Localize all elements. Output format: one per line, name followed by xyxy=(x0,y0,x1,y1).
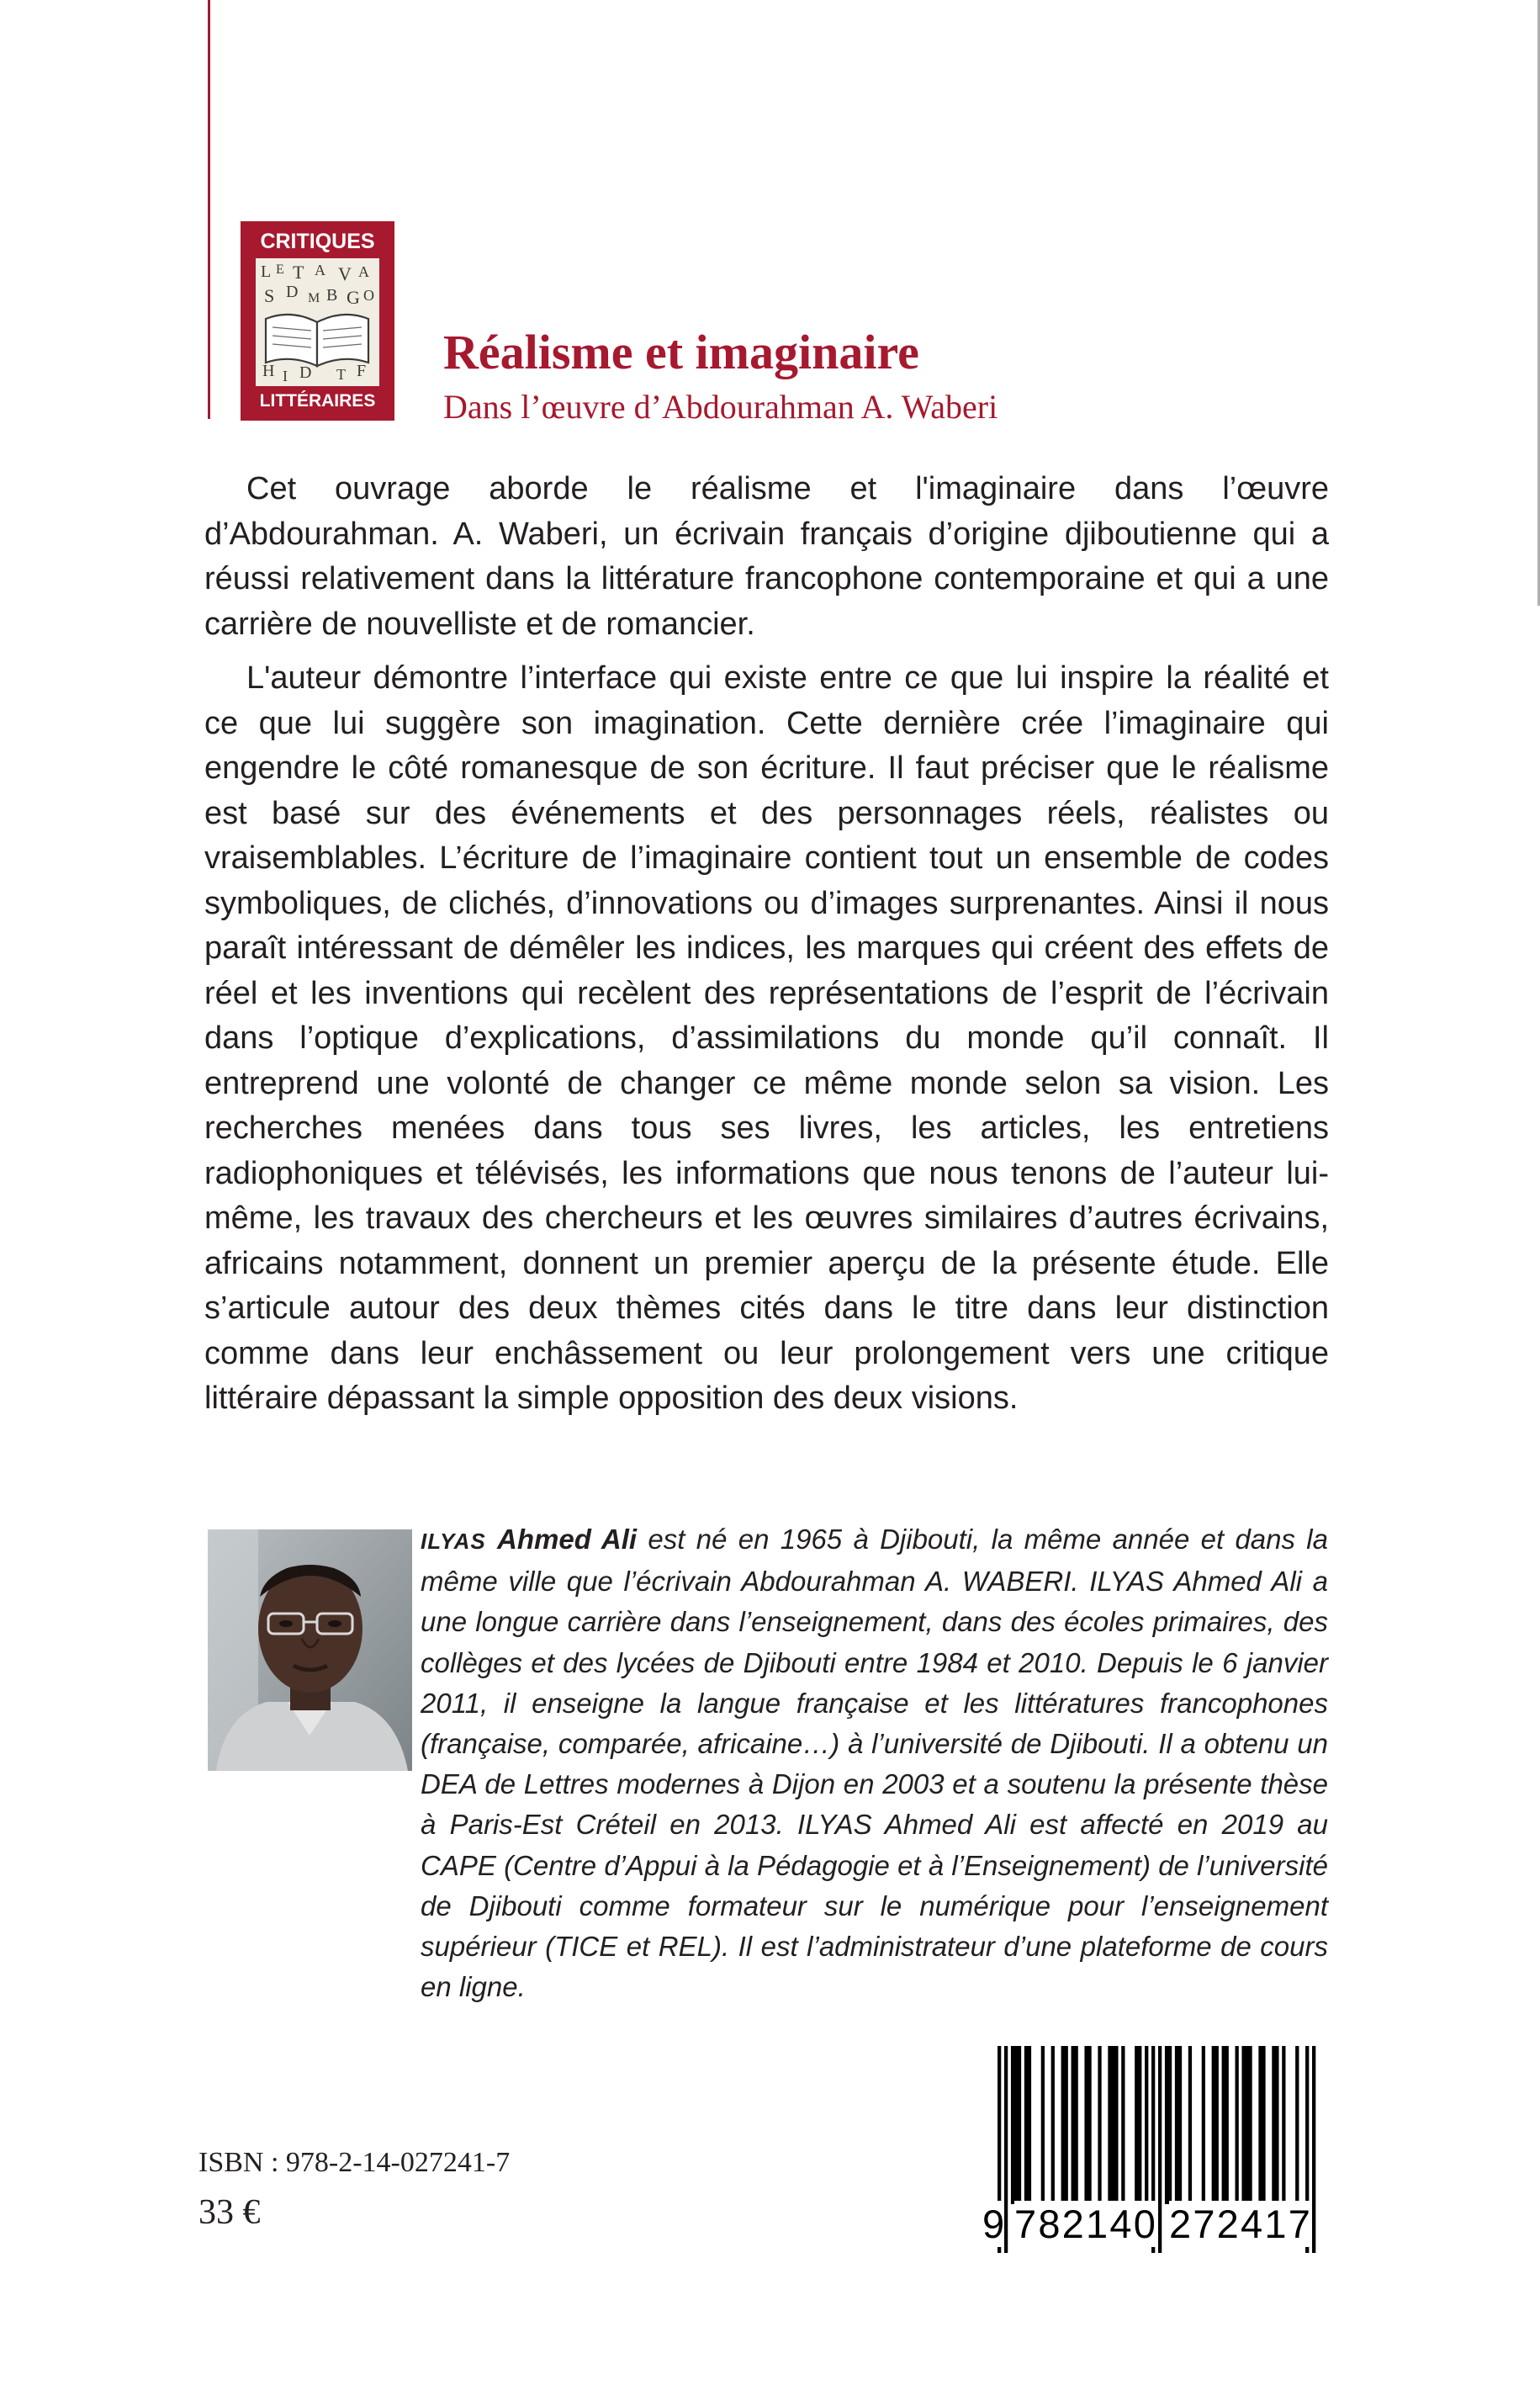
summary-paragraph: L'auteur démontre l’interface qui existe entre ce que lui inspire la réalité et ce que lui suggère son imagination. Cette dernière crée l’imaginaire qui engendre le côté romanesque de son écriture. Il faut préciser que le réalisme est basé sur des événements et des personnages réels, réalistes ou vraisemblables. L’écriture de l’imaginaire contient tout un ensemble de codes symboliques, de clichés, d’innovations ou d’images surprenantes. Ainsi il nous paraît intéressant de démêler les indices, les marques qui créent des effets de réel et les inventions qui recèlent des représentations de l’esprit de l’écrivain dans l’optique d’explications, d’assimilations du monde qu’il connaît. Il entreprend une volonté de changer ce même monde selon sa vision. Les recherches menées dans tous ses livres, les articles, les entretiens radiophoniques et télévisés, les informations que nous tenons de l’auteur lui-même, les travaux des chercheurs et les œuvres similaires d’autres écrivains, africains notamment, donnent un premier aperçu de la présente étude. Elle s’articule autour des deux thèmes cités dans le titre dans leur distinction comme dans leur enchâssement ou leur prolongement vers une critique littéraire dépassant la simple opposition des deux visions. xyxy=(204,660,1329,1416)
svg-text:A: A xyxy=(315,262,325,278)
barcode-bar xyxy=(1121,2046,1125,2204)
barcode-left-group: 782140 xyxy=(1014,2202,1158,2246)
svg-text:S: S xyxy=(264,285,275,306)
collection-logo xyxy=(241,221,394,421)
svg-text:M: M xyxy=(308,291,320,305)
author-portrait-image xyxy=(208,1529,412,1771)
barcode-bar xyxy=(1084,2046,1088,2204)
svg-text:L: L xyxy=(261,262,272,281)
author-bio xyxy=(421,1519,1328,2007)
barcode-bar xyxy=(1014,2046,1018,2204)
svg-text:H: H xyxy=(262,362,275,380)
barcode-bar xyxy=(1178,2046,1182,2204)
svg-text:V: V xyxy=(338,263,352,284)
barcode-bar xyxy=(1272,2046,1275,2204)
barcode-bar xyxy=(1202,2046,1205,2204)
barcode-bar xyxy=(1295,2046,1299,2204)
barcode-bar xyxy=(1108,2046,1111,2204)
svg-text:F: F xyxy=(357,362,367,380)
collection-bottom-label: LITTÉRAIRES xyxy=(259,391,376,411)
barcode-bar xyxy=(1088,2046,1091,2204)
barcode-bar xyxy=(1145,2046,1148,2204)
barcode-bar xyxy=(1061,2046,1065,2204)
barcode-bar xyxy=(1041,2046,1045,2204)
price: 33 € xyxy=(198,2193,261,2232)
barcode-bar xyxy=(1262,2046,1265,2204)
author-last-name: Ahmed Ali xyxy=(497,1524,638,1555)
barcode-bar xyxy=(1245,2046,1248,2204)
barcode-bar xyxy=(1138,2046,1141,2204)
barcode-bar xyxy=(1065,2046,1068,2204)
svg-text:B: B xyxy=(326,286,338,305)
left-margin-rule xyxy=(208,0,210,419)
barcode-bar xyxy=(1018,2046,1021,2204)
svg-text:E: E xyxy=(276,262,284,277)
barcode-bar xyxy=(1282,2046,1285,2204)
barcode-bar xyxy=(1135,2046,1138,2204)
barcode-bar xyxy=(1098,2046,1101,2204)
barcode-bar xyxy=(1072,2046,1075,2204)
author-photo xyxy=(208,1529,412,1771)
open-book-icon xyxy=(256,258,379,386)
isbn: ISBN : 978-2-14-027241-7 xyxy=(198,2147,511,2178)
svg-text:O: O xyxy=(363,287,374,304)
barcode-bar xyxy=(1188,2046,1192,2204)
svg-text:G: G xyxy=(347,287,360,308)
collection-top-label: CRITIQUES xyxy=(260,230,375,253)
svg-text:D: D xyxy=(299,363,312,382)
barcode-bar xyxy=(1075,2046,1078,2204)
book-subtitle: Dans l’œuvre d’Abdourahman A. Waberi xyxy=(443,388,998,426)
barcode-bar xyxy=(1241,2046,1245,2204)
svg-text:I: I xyxy=(283,368,288,384)
barcode-bar xyxy=(1222,2046,1225,2204)
barcode-bar xyxy=(1225,2046,1229,2204)
barcode-bar xyxy=(1215,2046,1219,2204)
barcode-bar xyxy=(1236,2046,1239,2204)
book-title: Réalisme et imaginaire xyxy=(443,325,919,379)
author-first-name: ILYAS xyxy=(421,1529,486,1554)
svg-text:A: A xyxy=(358,263,369,280)
author-bio-text: est né en 1965 à Djibouti, la même année et dans la même ville que l’écrivain Abdourahman A. WABERI. ILYAS Ahmed Ali a une longue carrière dans l’enseignement, dans des écoles primaires, des collèges et des lycées de Djibouti entre 1984 et 2010. Depuis le 6 janvier 2011, il enseigne la langue française et les littératures francophones (française, comparée, africaine…) à l’université de Djibouti. Il a obtenu un DEA de Lettres modernes à Dijon en 2003 et a soutenu la présente thèse à Paris-Est Créteil en 2013. ILYAS Ahmed Ali est affecté en 2019 au CAPE (Centre d’Appui à la Pédagogie et à l’Enseignement) de l’université de Djibouti comme formateur sur le numérique pour l’enseignement supérieur (TICE et REL). Il est l’administrateur d’une plateforme de cours en ligne. xyxy=(421,1524,1328,2003)
barcode-bar xyxy=(1024,2046,1028,2204)
barcode-bar xyxy=(1111,2046,1114,2204)
barcode-bar xyxy=(1165,2046,1168,2204)
barcode-bar xyxy=(1011,2046,1014,2204)
svg-text:D: D xyxy=(286,283,299,301)
summary-paragraph: Cet ouvrage aborde le réalisme et l'imaginaire dans l’œuvre d’Abdourahman. A. Waberi, un écrivain français d’origine djiboutienne qui a réussi relativement dans la littérature francophone contemporaine et qui a une carrière de nouvelliste et de romancier. xyxy=(204,471,1329,642)
barcode-bar xyxy=(1175,2046,1178,2204)
barcode-bar xyxy=(1051,2046,1055,2204)
barcode-right-group: 272417 xyxy=(1169,2202,1313,2246)
barcode-bar xyxy=(1248,2046,1252,2204)
barcode-digits xyxy=(982,2201,1329,2253)
barcode-bar xyxy=(1275,2046,1278,2204)
svg-text:T: T xyxy=(293,262,304,283)
barcode-first-digit: 9 xyxy=(982,2202,1005,2246)
barcode-bar xyxy=(1114,2046,1118,2204)
barcode-bar xyxy=(1028,2046,1031,2204)
barcode-bar xyxy=(1212,2046,1215,2204)
book-summary xyxy=(204,467,1329,1422)
barcode-bar xyxy=(1168,2046,1172,2204)
svg-text:T: T xyxy=(336,366,346,383)
barcode-bar xyxy=(1258,2046,1262,2204)
